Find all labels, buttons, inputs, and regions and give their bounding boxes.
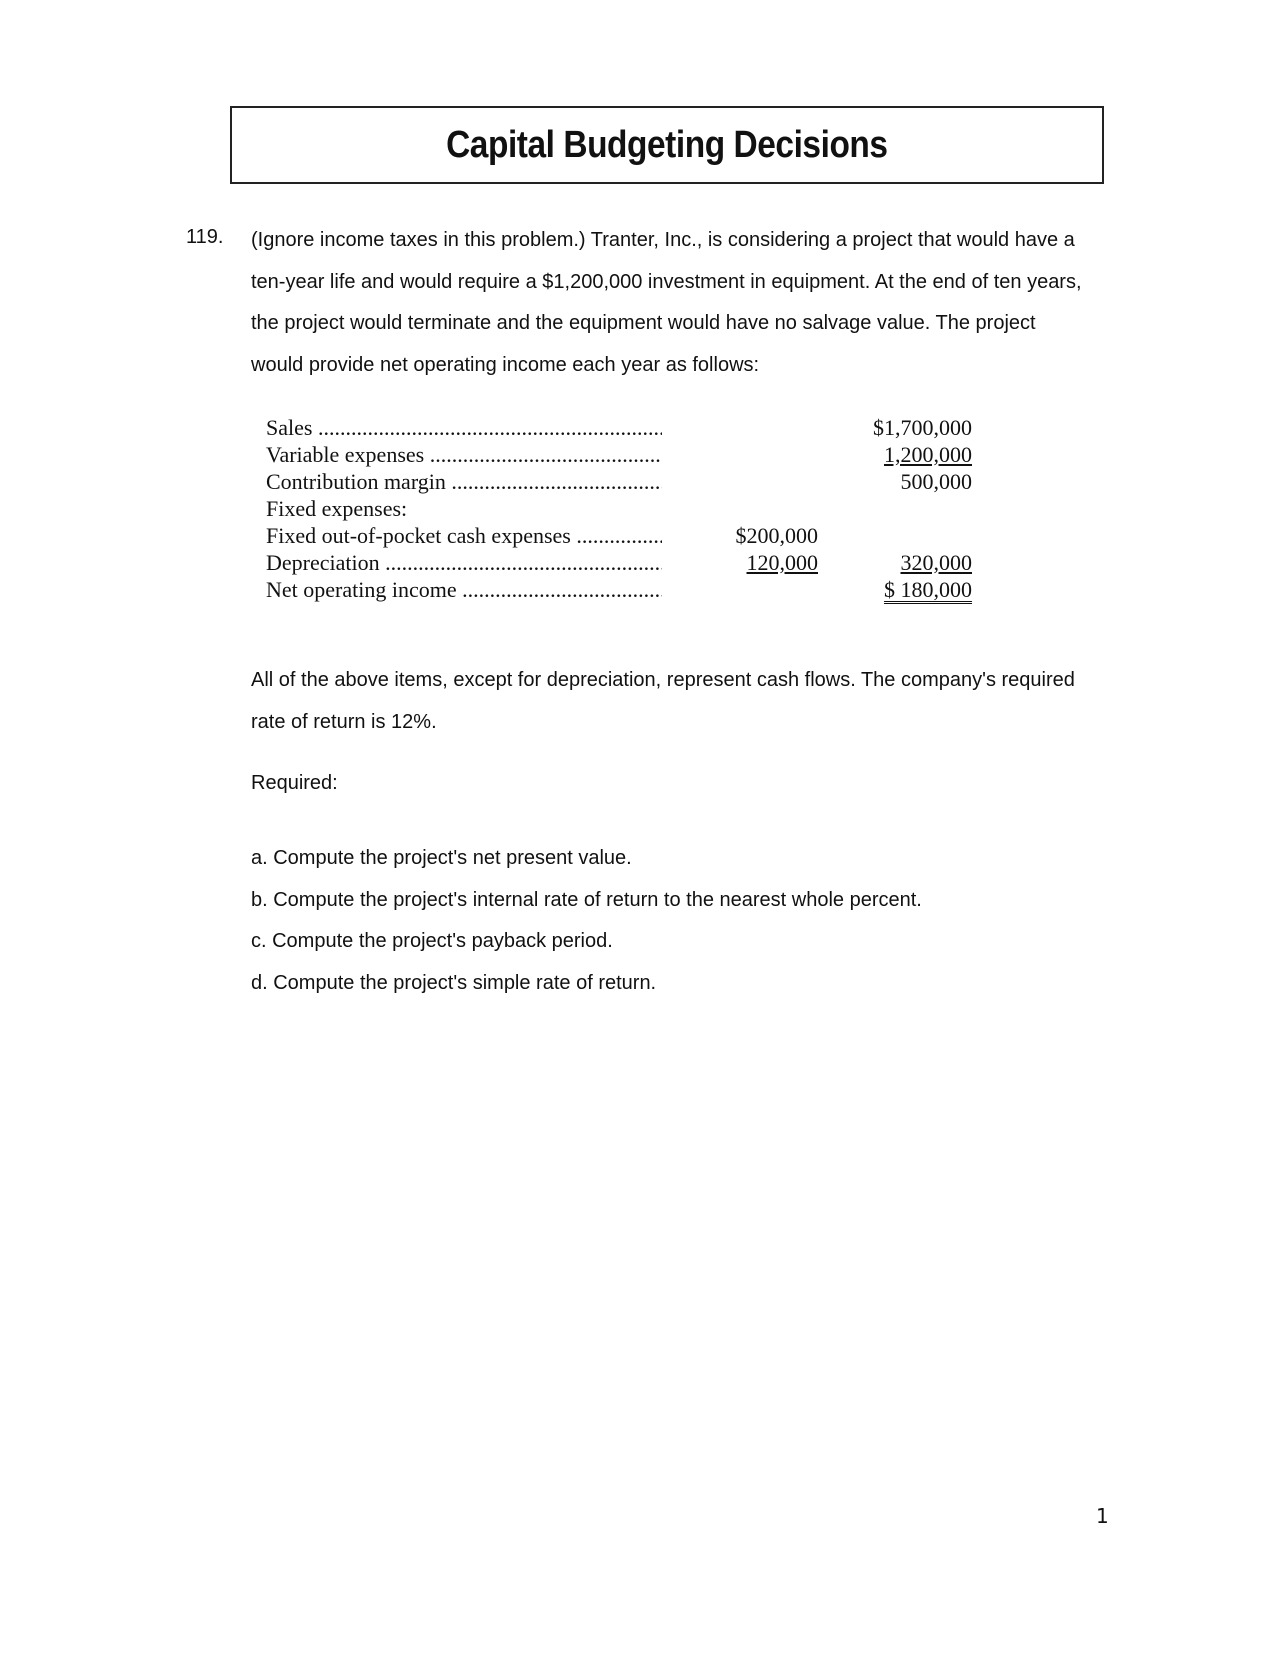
statement-row-sales xyxy=(266,414,972,441)
statement-label: Sales ..... xyxy=(266,414,662,441)
required-item: a. Compute the project's net present value. xyxy=(251,847,632,869)
statement-value: 320,000 xyxy=(900,550,972,575)
statement-row-fixed-cash-expenses xyxy=(266,522,972,549)
intro-line: (Ignore income taxes in this problem.) Tranter, Inc., is considering a project that would have a xyxy=(251,229,1075,251)
statement-row-fixed-expenses xyxy=(266,495,972,522)
statement-label: Variable expenses ..... xyxy=(266,441,662,468)
statement-row-net-operating-income xyxy=(266,576,972,603)
statement-value: 1,200,000 xyxy=(884,442,972,467)
statement-label: Net operating income ..... xyxy=(266,576,662,603)
question-number: 119. xyxy=(186,226,224,248)
question-intro xyxy=(251,220,1121,386)
statement-label: Depreciation ..... xyxy=(266,549,662,576)
intro-line: the project would terminate and the equipment would have no salvage value. The project xyxy=(251,312,1036,334)
statement-label: Contribution margin ..... xyxy=(266,468,662,495)
statement-value: $200,000 xyxy=(735,523,818,548)
required-list xyxy=(251,838,922,1004)
statement-row-variable-expenses xyxy=(266,441,972,468)
statement-label: Fixed out-of-pocket cash expenses ..... xyxy=(266,522,662,549)
statement-value: 500,000 xyxy=(900,469,972,494)
intro-line: would provide net operating income each year as follows: xyxy=(251,353,760,376)
page-title: Capital Budgeting Decisions xyxy=(446,123,888,166)
statement-row-contribution-margin xyxy=(266,468,972,495)
statement-row-depreciation xyxy=(266,549,972,576)
required-item: c. Compute the project's payback period. xyxy=(251,930,613,952)
page-number: 1 xyxy=(1096,1504,1109,1528)
after-paragraph xyxy=(251,660,1121,743)
statement-value: $1,700,000 xyxy=(873,415,972,440)
required-heading: Required: xyxy=(251,772,338,794)
statement-value: 120,000 xyxy=(746,550,818,575)
statement-value: $ 180,000 xyxy=(884,577,972,602)
income-statement xyxy=(266,414,972,603)
after-line: All of the above items, except for depreciation, represent cash flows. The company's required xyxy=(251,669,1075,691)
title-box xyxy=(230,106,1104,184)
statement-label: Fixed expenses: xyxy=(266,496,408,521)
required-item: b. Compute the project's internal rate of return to the nearest whole percent. xyxy=(251,888,922,911)
after-line: rate of return is 12%. xyxy=(251,710,437,733)
intro-line: ten-year life and would require a $1,200,000 investment in equipment. At the end of ten years, xyxy=(251,270,1082,293)
required-item: d. Compute the project's simple rate of return. xyxy=(251,971,657,994)
